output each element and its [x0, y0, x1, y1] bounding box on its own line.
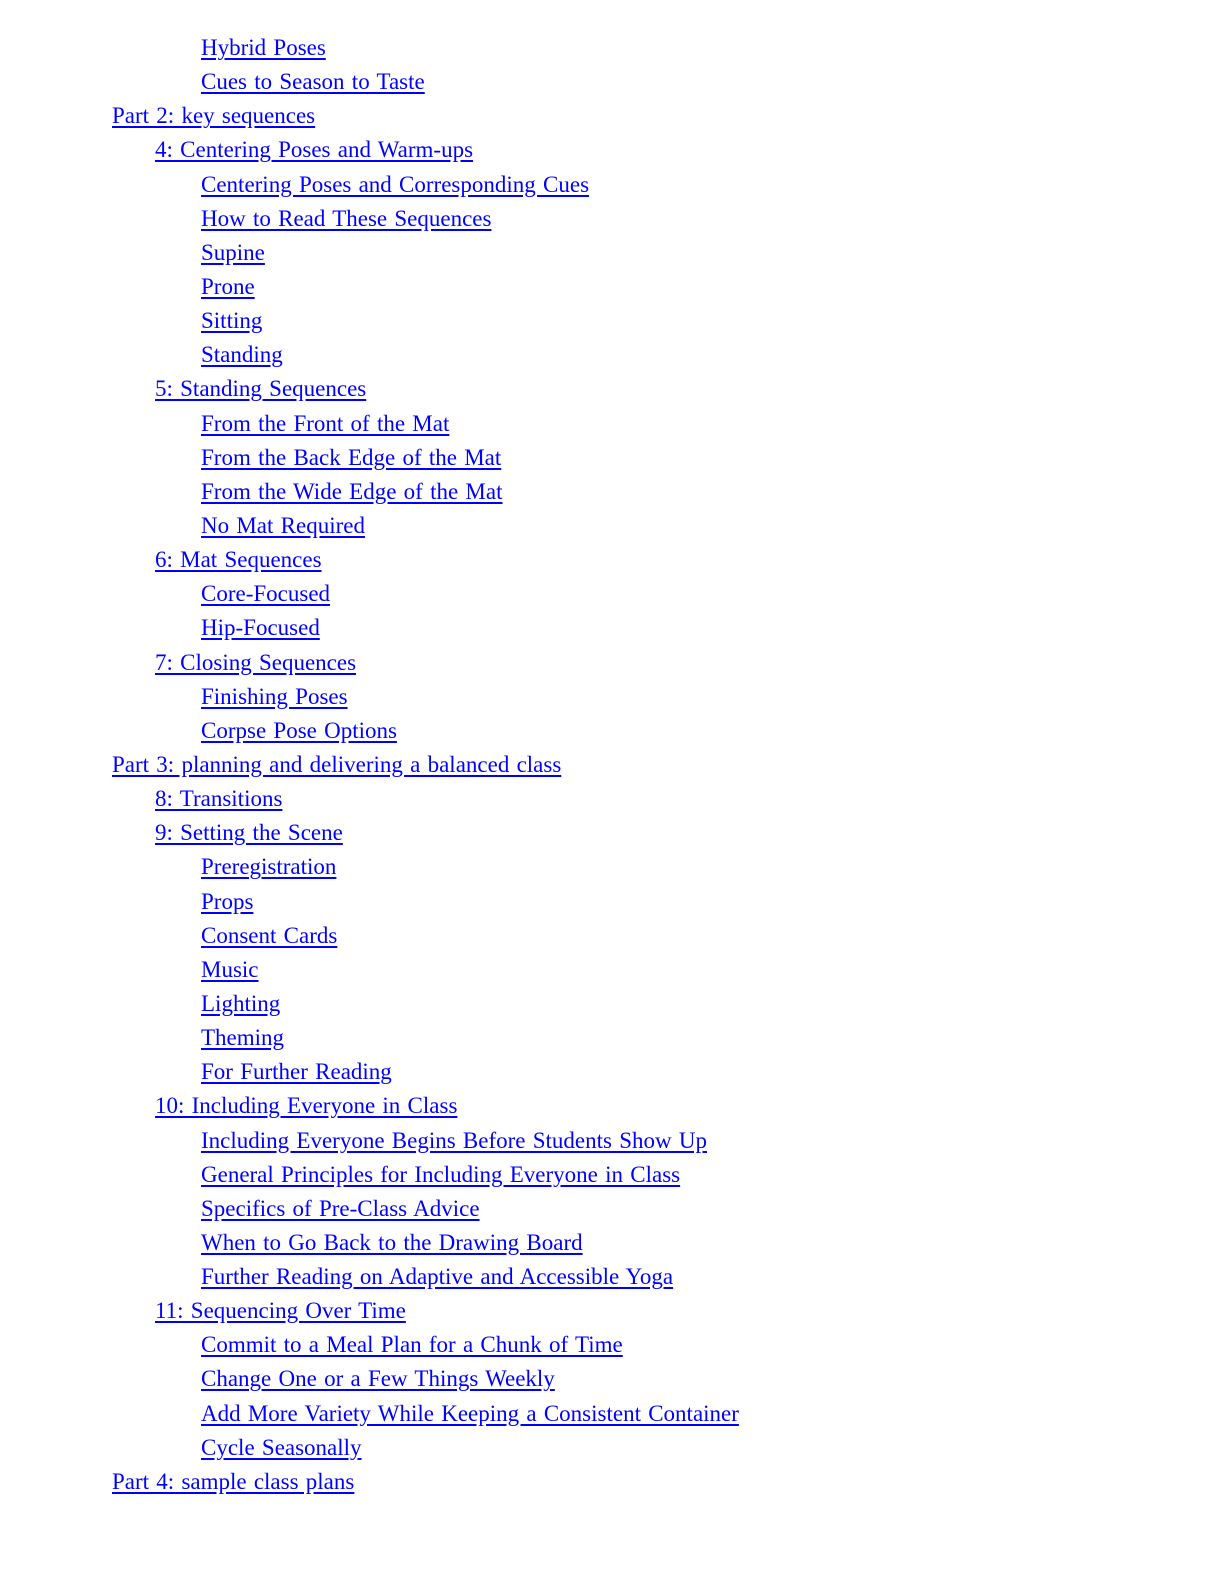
toc-section-link[interactable]: Supine: [201, 239, 265, 265]
toc-section-link[interactable]: Consent Cards: [201, 922, 338, 948]
toc-row: [0, 1465, 1224, 1499]
toc-section-link[interactable]: Further Reading on Adaptive and Accessible Yoga: [201, 1264, 674, 1290]
toc-section-link[interactable]: How to Read These Sequences: [201, 205, 492, 231]
toc-chapter-link[interactable]: 7: Closing Sequences: [155, 649, 357, 675]
toc-section-link[interactable]: From the Back Edge of the Mat: [201, 444, 502, 470]
toc-row: [0, 1294, 1224, 1328]
toc-chapter-link[interactable]: 5: Standing Sequences: [155, 376, 367, 402]
toc-section-link[interactable]: Music: [201, 956, 259, 982]
toc-row: [0, 31, 1224, 65]
toc-row: [0, 304, 1224, 338]
toc-row: [0, 577, 1224, 611]
toc-section-link[interactable]: From the Wide Edge of the Mat: [201, 478, 503, 504]
toc-row: [0, 1192, 1224, 1226]
toc-section-link[interactable]: From the Front of the Mat: [201, 410, 450, 436]
toc-section-link[interactable]: Prone: [201, 273, 255, 299]
toc-row: [0, 714, 1224, 748]
toc-row: [0, 236, 1224, 270]
toc-row: [0, 782, 1224, 816]
toc-row: [0, 441, 1224, 475]
toc-chapter-link[interactable]: 10: Including Everyone in Class: [155, 1093, 458, 1119]
toc-chapter-link[interactable]: 6: Mat Sequences: [155, 547, 322, 573]
toc-row: [0, 475, 1224, 509]
toc-row: [0, 168, 1224, 202]
toc-section-link[interactable]: Cues to Season to Taste: [201, 69, 425, 95]
toc-section-link[interactable]: Centering Poses and Corresponding Cues: [201, 171, 590, 197]
toc-row: [0, 1431, 1224, 1465]
toc-row: [0, 65, 1224, 99]
toc-row: [0, 748, 1224, 782]
toc-row: [0, 1021, 1224, 1055]
toc-chapter-link[interactable]: 4: Centering Poses and Warm-ups: [155, 137, 474, 163]
toc-chapter-link[interactable]: 9: Setting the Scene: [155, 820, 343, 846]
toc-section-link[interactable]: Theming: [201, 1025, 285, 1051]
toc-section-link[interactable]: Hip-Focused: [201, 615, 320, 641]
toc-row: [0, 1328, 1224, 1362]
toc-row: [0, 919, 1224, 953]
toc-row: [0, 953, 1224, 987]
toc-section-link[interactable]: For Further Reading: [201, 1059, 392, 1085]
toc-section-link[interactable]: Standing: [201, 342, 283, 368]
toc-section-link[interactable]: Lighting: [201, 990, 281, 1016]
toc-part-link[interactable]: Part 4: sample class plans: [112, 1468, 355, 1494]
toc-section-link[interactable]: General Principles for Including Everyone in Class: [201, 1161, 681, 1187]
toc-part-link[interactable]: Part 3: planning and delivering a balanced class: [112, 751, 562, 777]
toc-row: [0, 270, 1224, 304]
toc-row: [0, 1158, 1224, 1192]
toc-section-link[interactable]: No Mat Required: [201, 512, 365, 538]
toc-row: [0, 1089, 1224, 1123]
toc-row: [0, 202, 1224, 236]
toc-row: [0, 850, 1224, 884]
toc-section-link[interactable]: When to Go Back to the Drawing Board: [201, 1229, 583, 1255]
toc-row: [0, 338, 1224, 372]
toc-row: [0, 1124, 1224, 1158]
table-of-contents: [0, 31, 1224, 1499]
toc-row: [0, 1260, 1224, 1294]
toc-section-link[interactable]: Specifics of Pre-Class Advice: [201, 1195, 480, 1221]
toc-row: [0, 407, 1224, 441]
toc-section-link[interactable]: Change One or a Few Things Weekly: [201, 1366, 555, 1392]
toc-row: [0, 99, 1224, 133]
toc-section-link[interactable]: Including Everyone Begins Before Students Show Up: [201, 1127, 707, 1153]
toc-section-link[interactable]: Hybrid Poses: [201, 35, 326, 60]
toc-row: [0, 987, 1224, 1021]
toc-row: [0, 1226, 1224, 1260]
toc-row: [0, 646, 1224, 680]
toc-row: [0, 611, 1224, 645]
toc-row: [0, 133, 1224, 167]
toc-section-link[interactable]: Core-Focused: [201, 581, 331, 607]
toc-part-link[interactable]: Part 2: key sequences: [112, 103, 316, 129]
toc-row: [0, 372, 1224, 406]
toc-section-link[interactable]: Props: [201, 888, 254, 914]
toc-section-link[interactable]: Commit to a Meal Plan for a Chunk of Time: [201, 1332, 623, 1358]
toc-chapter-link[interactable]: 8: Transitions: [155, 786, 283, 812]
toc-row: [0, 816, 1224, 850]
toc-row: [0, 1362, 1224, 1396]
toc-row: [0, 509, 1224, 543]
toc-row: [0, 543, 1224, 577]
toc-row: [0, 1055, 1224, 1089]
toc-row: [0, 1397, 1224, 1431]
toc-section-link[interactable]: Cycle Seasonally: [201, 1434, 362, 1460]
toc-section-link[interactable]: Add More Variety While Keeping a Consistent Container: [201, 1400, 739, 1426]
toc-section-link[interactable]: Sitting: [201, 308, 263, 334]
toc-section-link[interactable]: Preregistration: [201, 854, 337, 880]
toc-row: [0, 885, 1224, 919]
toc-section-link[interactable]: Finishing Poses: [201, 683, 348, 709]
toc-chapter-link[interactable]: 11: Sequencing Over Time: [155, 1298, 406, 1324]
toc-section-link[interactable]: Corpse Pose Options: [201, 717, 397, 743]
toc-row: [0, 680, 1224, 714]
